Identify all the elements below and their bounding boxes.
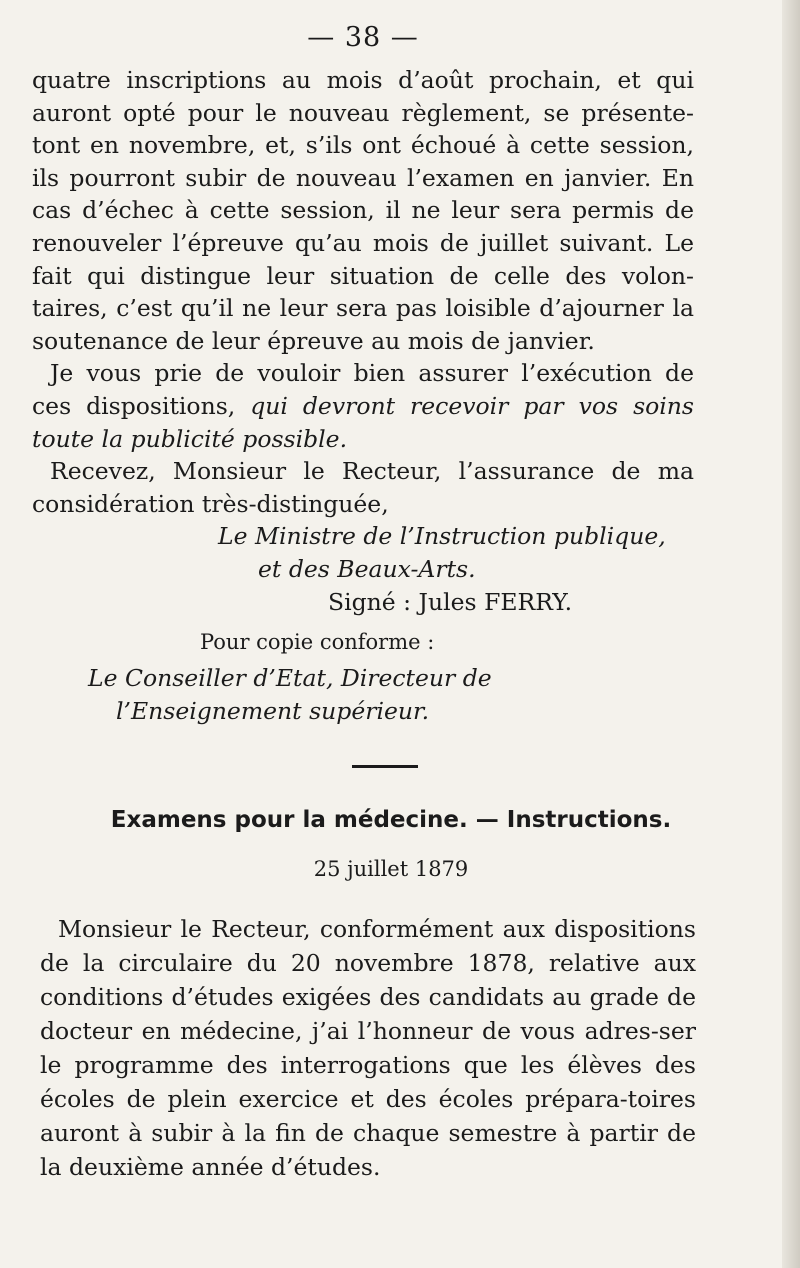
letter-paragraph-2-roman: Je vous prie de vouloir bien assurer l’exécution de ces dispositions, [32, 359, 694, 420]
page-content [32, 18, 694, 1184]
copy-signatory-line-2: l’Enseignement supérieur. [116, 696, 430, 725]
section-body [40, 912, 696, 1184]
section-date: 25 juillet 1879 [313, 857, 469, 882]
page-edge [782, 0, 800, 1268]
section-divider [352, 765, 418, 768]
section-paragraph-1: Monsieur le Recteur, conformément aux dispositions de la circulaire du 20 novembre 1878, relative aux conditions d’études exigées des candidats au grade de docteur en médecine, j’ai l’honneur de vous adres-ser le programme des interrogations que les élèves des écoles de plein exercice et des écoles prépara-toires auront à subir à la fin de chaque semestre à partir de la deuxième année d’études. [40, 915, 696, 1182]
letter-paragraph-3: Recevez, Monsieur le Recteur, l’assurance de ma considération très-distinguée, [32, 457, 694, 518]
section-heading: Examens pour la médecine. — Instructions. [110, 807, 672, 834]
letter-paragraph-2-italic: qui devront recevoir par vos soins toute la publicité possible. [32, 391, 694, 453]
letter-paragraph-1: quatre inscriptions au mois d’août prochain, et qui auront opté pour le nouveau règlement, se présente-tont en novembre, et, s’ils ont échoué à cette session, ils pourront subir de nouveau l’examen en janvier. En cas d’échec à cette session, il ne leur sera permis de renouveler l’épreuve qu’au mois de juillet suivant. Le fait qui distingue leur situation de celle des volon-taires, c’est qu’il ne leur sera pas loisible d’ajourner la soutenance de leur épreuve au mois de janvier. [32, 66, 694, 355]
page-number: — 38 — [307, 22, 419, 53]
signature-ministry-line: et des Beaux-Arts. [258, 554, 476, 583]
signature-block [32, 520, 694, 727]
letter-paragraph-2 [32, 357, 694, 455]
signature-name: Signé : Jules FERRY. [328, 587, 573, 616]
copy-signatory-line-1: Le Conseiller d’Etat, Directeur de [88, 664, 492, 693]
signature-minister-line: Le Ministre de l’Instruction publique, [218, 522, 666, 551]
copy-conforme-label: Pour copie conforme : [200, 630, 435, 655]
